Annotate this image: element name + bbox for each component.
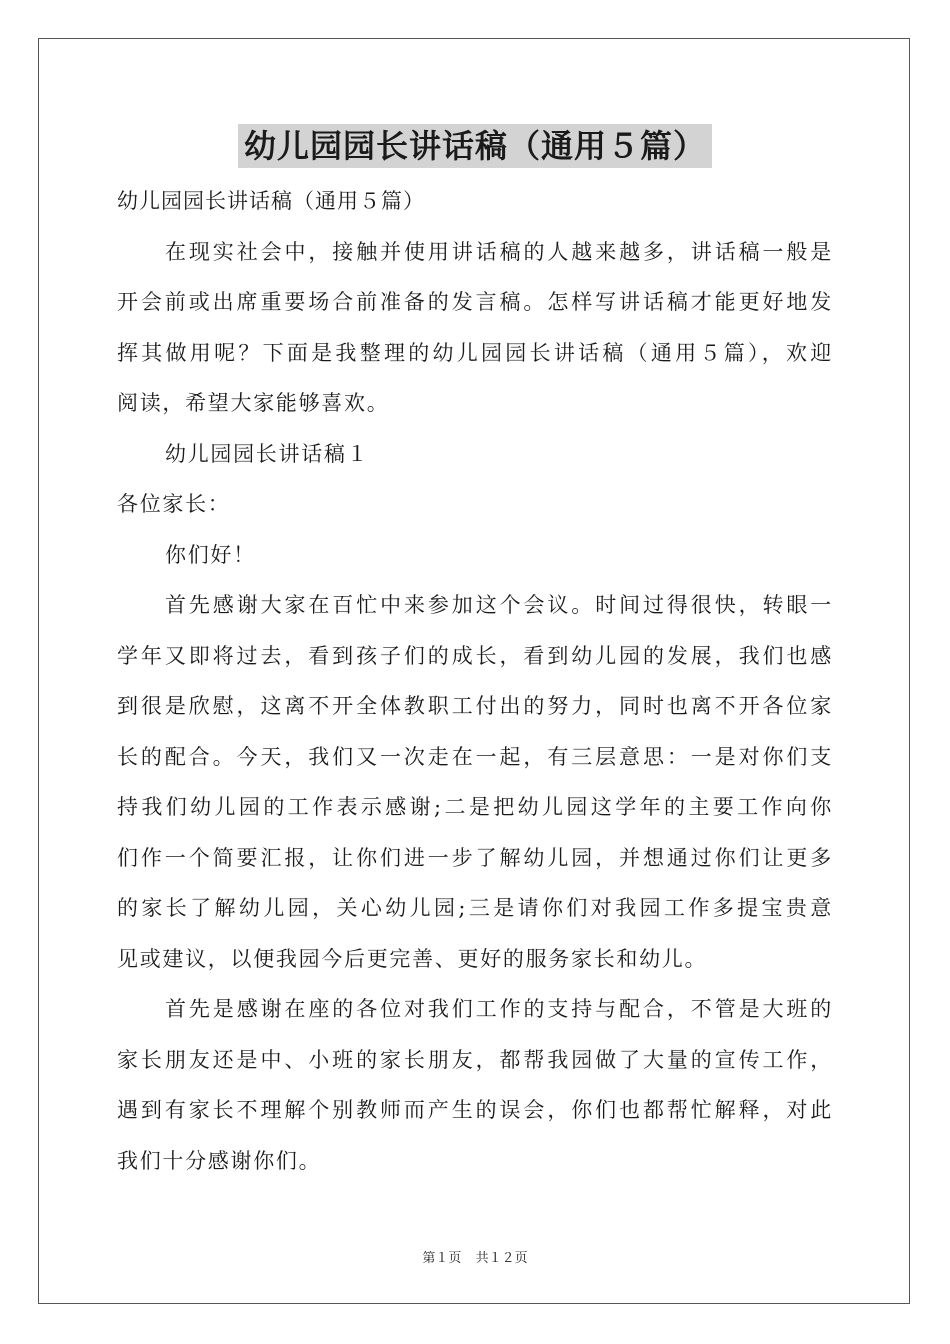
salutation: 各位家长： [117,492,231,516]
title-container [0,124,950,168]
paragraph-line: 首先感谢大家在百忙中来参加这个会议。时间过得很快，转眼一 [165,593,833,617]
page-total: 共１２页 [475,1251,528,1266]
paragraph-line: 们作一个简要汇报，让你们进一步了解幼儿园，并想通过你们让更多 [117,845,833,870]
document-body [117,176,833,1186]
paragraph-line: 阅读，希望大家能够喜欢。 [117,391,390,415]
paragraph-line: 遇到有家长不理解个别教师而产生的误会，你们也都帮忙解释，对此 [117,1098,833,1122]
paragraph-line: 我们十分感谢你们。 [117,1148,322,1173]
paragraph-line: 见或建议，以便我园今后更完善、更好的服务家长和幼儿。 [117,946,708,971]
page-footer [0,1247,950,1266]
paragraph-line: 持我们幼儿园的工作表示感谢;二是把幼儿园这学年的主要工作向你 [117,795,833,819]
document-subtitle: 幼儿园园长讲话稿（通用５篇） [117,189,425,213]
paragraph-line: 到很是欣慰，这离不开全体教职工付出的努力，同时也离不开各位家 [117,694,833,718]
paragraph-line: 在现实社会中，接触并使用讲话稿的人越来越多，讲话稿一般是 [165,239,833,264]
paragraph-line: 长的配合。今天，我们又一次走在一起，有三层意思：一是对你们支 [117,744,833,769]
paragraph-line: 开会前或出席重要场合前准备的发言稿。怎样写讲话稿才能更好地发 [117,290,833,314]
paragraph-line: 的家长了解幼儿园，关心幼儿园;三是请你们对我园工作多提宝贵意 [117,896,833,920]
paragraph-line: 首先是感谢在座的各位对我们工作的支持与配合，不管是大班的 [165,997,833,1021]
paragraph-line: 学年又即将过去，看到孩子们的成长，看到幼儿园的发展，我们也感 [117,643,833,668]
document-title: 幼儿园园长讲话稿（通用５篇） [238,124,712,168]
paragraph-line: 家长朋友还是中、小班的家长朋友，都帮我园做了大量的宣传工作， [117,1047,833,1072]
page-number: 第１页 [422,1251,462,1266]
greeting: 你们好！ [165,542,256,567]
section-heading: 幼儿园园长讲话稿１ [165,441,370,466]
paragraph-line: 挥其做用呢？下面是我整理的幼儿园园长讲话稿（通用５篇），欢迎 [117,340,833,365]
